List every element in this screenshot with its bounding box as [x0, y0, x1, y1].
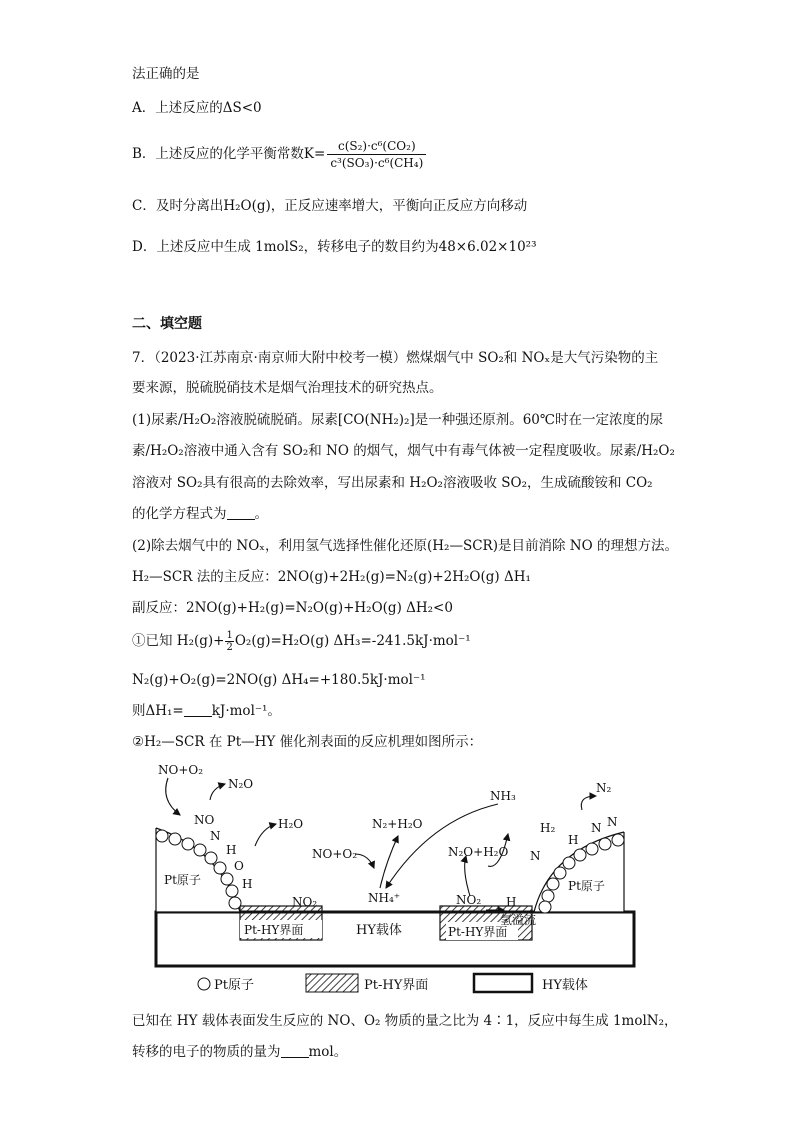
pt-cluster-left — [156, 828, 240, 912]
equilibrium-constant-fraction — [327, 138, 426, 171]
q7-line14: 已知在 HY 载体表面发生反应的 NO、O₂ 物质的量之比为 4∶1，反应中每生成 1molN₂， — [132, 1013, 678, 1029]
option-d — [132, 237, 537, 257]
label-no2-left: NO₂ — [292, 895, 318, 909]
label-no-o2-mid: NO+O₂ — [312, 847, 358, 861]
label-hydrogen-spill: 氢溢流 — [500, 913, 537, 927]
q7-line15-pre: 转移的电子的物质的量为 — [132, 1044, 281, 1060]
label-n-right-2: N — [607, 815, 618, 829]
q7-line9: 副反应：2NO(g)+H₂(g)=N₂O(g)+H₂O(g) ΔH₂<0 — [132, 600, 453, 616]
label-h2: H₂ — [540, 821, 556, 835]
arrow-no-o2-in — [166, 778, 180, 815]
label-h-left1: H — [226, 843, 237, 857]
label-no: NO — [194, 813, 215, 827]
half-numerator: 1 — [226, 630, 233, 641]
q7-line5: 溶液对 SO₂具有很高的去除效率，写出尿素和 H₂O₂溶液吸收 SO₂，生成硫酸铵和 CO₂ — [132, 475, 653, 491]
label-n2-top: N₂ — [596, 781, 612, 795]
section-title: 二、填空题 — [132, 316, 202, 332]
label-n2-h2o: N₂+H₂O — [372, 817, 423, 831]
label-h-left2: H — [242, 877, 253, 891]
q7-line12 — [132, 701, 281, 721]
q7-line2: 要来源，脱硫脱硝技术是烟气治理技术的研究热点。 — [132, 380, 443, 396]
label-n-right-1: N — [591, 821, 602, 835]
half-fraction — [225, 630, 233, 653]
label-nh3: NH₃ — [490, 789, 516, 803]
legend-interface-icon — [306, 974, 358, 992]
q7-line10-pre: ①已知 H₂(g)+ — [132, 633, 225, 649]
fraction-numerator: c(S₂)·c⁶(CO₂) — [327, 138, 426, 155]
hy-carrier-block — [156, 912, 634, 966]
q7-line7: (2)除去烟气中的 NOₓ，利用氢气选择性催化还原(H₂—SCR)是目前消除 NO 的理想方法。 — [132, 538, 678, 554]
arrow-n2-h2o-out — [380, 836, 398, 888]
q7-line15-post: mol。 — [308, 1044, 348, 1060]
arrow-h2o-out — [255, 824, 276, 846]
label-no-o2-top: NO+O₂ — [158, 763, 204, 777]
intro-text: 法正确的是 — [132, 66, 200, 82]
q7-line6 — [132, 504, 268, 524]
answer-blank-3 — [281, 1043, 309, 1058]
half-denominator: 2 — [226, 642, 233, 653]
q7-line3: (1)尿素/H₂O₂溶液脱硫脱硝。尿素[CO(NH₂)₂]是一种强还原剂。60℃时在一定浓度的尿 — [132, 412, 663, 428]
q7-line15 — [132, 1042, 347, 1062]
reaction-mechanism-figure — [150, 760, 640, 1000]
legend-hy-label: HY载体 — [542, 978, 588, 993]
option-d-value: 48×6.02×10²³ — [438, 239, 537, 255]
q7-line12-pre: 则ΔH₁= — [132, 703, 184, 719]
legend-interface-label: Pt-HY界面 — [364, 978, 429, 993]
q7-line10-post: O₂(g)=H₂O(g) ΔH₃=-241.5kJ·mol⁻¹ — [234, 633, 471, 649]
option-d-pre: D．上述反应中生成 1molS₂，转移电子的数目约为 — [132, 239, 439, 255]
label-no2-right: NO₂ — [456, 893, 482, 907]
arrow-n2o-h2o-out — [465, 856, 470, 896]
q7-line1: 7．（2023·江苏南京·南京师大附中校考一模）燃煤烟气中 SO₂和 NOₓ是大气污染物的主 — [132, 350, 659, 366]
legend-pt-label: Pt原子 — [214, 978, 254, 993]
option-b — [132, 138, 428, 171]
q7-line8: H₂—SCR 法的主反应：2NO(g)+2H₂(g)=N₂(g)+2H₂O(g) ΔH₁ — [132, 569, 531, 585]
q7-line4: 素/H₂O₂溶液中通入含有 SO₂和 NO 的烟气，烟气中有毒气体被一定程度吸收。尿素/H₂O₂ — [132, 443, 675, 459]
legend-hy-icon — [474, 974, 532, 992]
answer-blank-2 — [184, 702, 212, 717]
option-a: A．上述反应的ΔS<0 — [132, 100, 262, 116]
q7-line13: ②H₂—SCR 在 Pt—HY 催化剂表面的反应机理如图所示： — [132, 734, 483, 750]
q7-line12-post: kJ·mol⁻¹。 — [211, 703, 281, 719]
label-n-left: N — [210, 829, 221, 843]
legend-pt-icon — [198, 978, 210, 990]
option-b-prefix: B．上述反应的化学平衡常数K= — [132, 146, 326, 162]
q7-line11: N₂(g)+O₂(g)=2NO(g) ΔH₄=+180.5kJ·mol⁻¹ — [132, 672, 426, 688]
label-n-right-3: N — [530, 849, 541, 863]
label-interface-right: Pt-HY界面 — [448, 925, 508, 939]
label-pt-left: Pt原子 — [164, 873, 201, 887]
label-h2o: H₂O — [278, 817, 304, 831]
fraction-denominator: c³(SO₃)·c⁶(CH₄) — [330, 156, 424, 170]
option-c — [132, 196, 527, 216]
arrow-n2o-out — [210, 784, 225, 800]
label-interface-left: Pt-HY界面 — [244, 923, 304, 937]
label-nh4: NH₄⁺ — [368, 891, 401, 905]
label-o-left: O — [234, 859, 244, 873]
answer-blank-1 — [227, 505, 255, 520]
option-c-pre: C．及时分离出 — [132, 198, 224, 214]
label-n2o-h2o: N₂O+H₂O — [448, 845, 509, 859]
option-c-post: ，正反应速率增大，平衡向正反应方向移动 — [270, 198, 528, 214]
label-h-right: H — [568, 833, 579, 847]
label-n2o: N₂O — [228, 777, 254, 791]
label-hy-carrier: HY载体 — [356, 923, 402, 938]
arrow-n2-top — [581, 796, 596, 810]
q7-line10 — [132, 630, 471, 653]
label-h-spill: H — [506, 895, 517, 909]
label-pt-right: Pt原子 — [568, 879, 605, 893]
q7-line6-post: 。 — [254, 506, 268, 522]
q7-line6-pre: 的化学方程式为 — [132, 506, 227, 522]
option-c-formula: H₂O(g) — [223, 198, 271, 214]
arrow-no-o2-mid — [355, 854, 374, 868]
